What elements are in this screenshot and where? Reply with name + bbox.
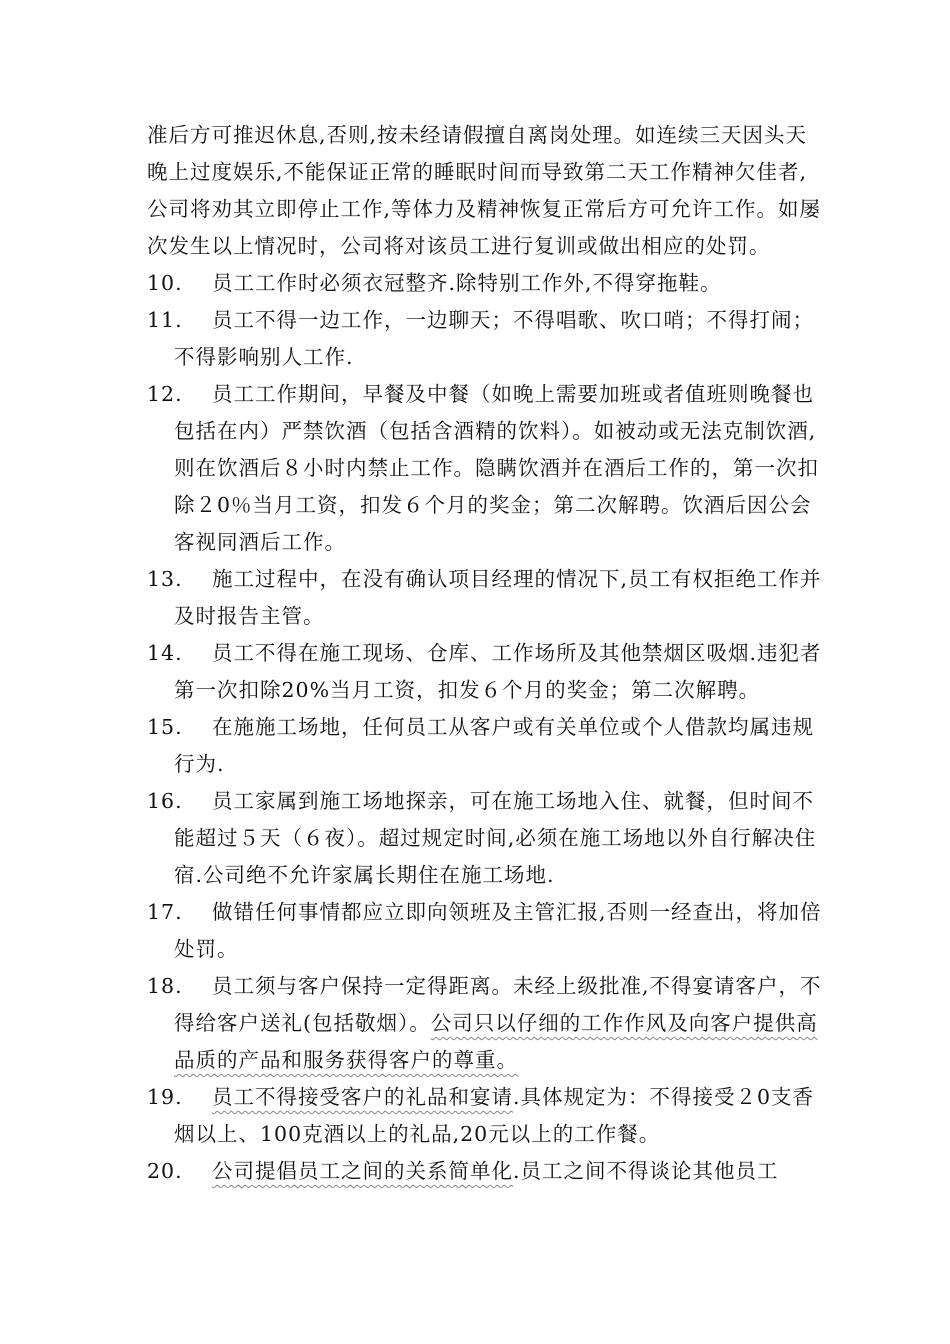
list-item-text: [174, 968, 827, 1079]
list-item: [147, 376, 827, 561]
list-item-text: [174, 1079, 827, 1153]
intro-paragraph: 准后方可推迟休息,否则,按未经请假擅自离岗处理。如连续三天因头天晚上过度娱乐,不能保证正常的睡眠时间而导致第二天工作精神欠佳者,公司将劝其立即停止工作,等体力及精神恢复正常后方可允许工作。如屡次发生以上情况时，公司将对该员工进行复训或做出相应的处罚。: [147, 123, 822, 258]
list-item-text: 做错任何事情都应立即向领班及主管汇报,否则一经查出，将加倍处罚。: [174, 900, 822, 961]
list-item: [147, 709, 827, 783]
list-item-text-plain: .员工之间不得谈论其他员工: [513, 1159, 779, 1183]
list-item-text: 员工家属到施工场地探亲，可在施工场地入住、就餐，但时间不能超过５天（６夜）。超过规定时间,必须在施工场地以外自行解决住宿.公司绝不允许家属长期住在施工场地.: [174, 789, 817, 887]
list-item-number: 12.: [147, 382, 183, 406]
list-item-number: 17.: [147, 900, 183, 924]
list-item-text-plain: 员工须与客户保持一定得距离。未经上级批准,不得宴请客户，不得给客户送礼(包括敬烟）。: [174, 974, 822, 1035]
list-item-text: 员工工作时必须衣冠整齐.除特别工作外,不得穿拖鞋。: [212, 271, 722, 295]
list-item: [147, 265, 827, 302]
list-item: [147, 968, 827, 1079]
list-item-number: 15.: [147, 715, 183, 739]
list-item: [147, 783, 827, 894]
list-item: [147, 302, 827, 376]
list-item-number: 13.: [147, 567, 183, 591]
grammar-check-marked-text: 公司只以仔细的工作作风及向客户提供高品质的产品和服务获得客户的尊重。: [174, 1011, 818, 1072]
list-item-number: 18.: [147, 974, 183, 998]
list-item: [147, 1079, 827, 1153]
list-item: [147, 894, 827, 968]
list-item: [147, 561, 827, 635]
grammar-check-marked-text: 员工不得接受客户的礼品和宴请: [212, 1085, 513, 1109]
list-item-number: 10.: [147, 271, 183, 295]
list-item-text: [174, 1153, 827, 1190]
list-item-number: 19.: [147, 1085, 183, 1109]
list-item-number: 16.: [147, 789, 183, 813]
grammar-check-marked-text: 公司提倡员工之间的关系简单化: [212, 1159, 513, 1183]
list-item-text: 员工工作期间，早餐及中餐（如晚上需要加班或者值班则晚餐也包括在内）严禁饮酒（包括含酒精的饮料）。如被动或无法克制饮酒,则在饮酒后８小时内禁止工作。隐瞒饮酒并在酒后工作的，第一次扣除２0％当月工资，扣发６个月的奖金；第二次解聘。饮酒后因公会客视同酒后工作。: [174, 382, 819, 554]
list-item: [147, 635, 827, 709]
list-item-number: 20.: [147, 1159, 183, 1183]
list-item-text: 在施施工场地，任何员工从客户或有关单位或个人借款均属违规行为.: [174, 715, 814, 776]
list-item-number: 14.: [147, 641, 183, 665]
list-item-text: 员工不得一边工作，一边聊天；不得唱歌、吹口哨；不得打闹；不得影响别人工作.: [174, 308, 814, 369]
list-item-number: 11.: [147, 308, 183, 332]
list-item-text: 施工过程中，在没有确认项目经理的情况下,员工有权拒绝工作并及时报告主管。: [174, 567, 822, 628]
list-item-text-plain: .具体规定为：不得接受２0支香烟以上、100克酒以上的礼品,20元以上的工作餐。: [174, 1085, 815, 1146]
list-item-text: 员工不得在施工现场、仓库、工作场所及其他禁烟区吸烟.违犯者第一次扣除20%当月工资，扣发６个月的奖金；第二次解聘。: [174, 641, 822, 702]
document-body: [147, 117, 827, 1190]
list-item: [147, 1153, 827, 1190]
